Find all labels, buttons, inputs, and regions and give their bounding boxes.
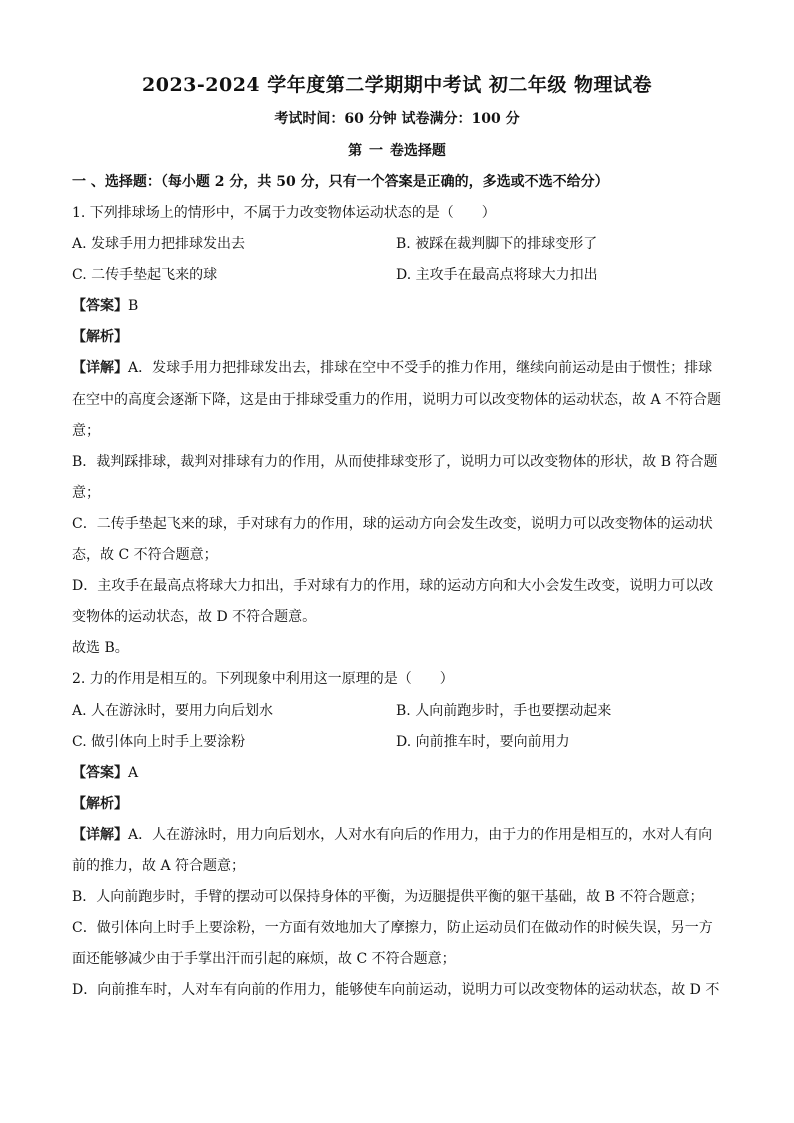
q1-detail-line: 在空中的高度会逐渐下降，这是由于排球受重力的作用，说明力可以改变物体的运动状态，故 A 不符合题	[72, 392, 722, 408]
q1-option-a: A. 发球手用力把排球发出去	[72, 236, 246, 252]
q2-analysis-tag	[72, 794, 722, 814]
q1-detail-line: 态，故 C 不符合题意；	[72, 547, 218, 563]
q2-option-b: B. 人向前跑步时，手也要摆动起来	[396, 703, 612, 719]
q1-option-d: D. 主攻手在最高点将球大力扣出	[396, 267, 598, 283]
q1-detail-line: 意；	[72, 423, 100, 439]
q2-detail-line: 前的推力，故 A 符合题意；	[72, 858, 246, 874]
q2-option-c: C. 做引体向上时手上要涂粉	[72, 734, 246, 750]
q2-detail-line	[72, 825, 722, 845]
q2-option-a: A. 人在游泳时，要用力向后划水	[72, 703, 274, 719]
q1-detail-line: 变物体的运动状态，故 D 不符合题意。	[72, 609, 317, 625]
q2-stem: 2. 力的作用是相互的。下列现象中利用这一原理的是（ ）	[72, 671, 454, 687]
detail-tag: 【详解】	[72, 827, 128, 843]
analysis-tag: 【解析】	[72, 329, 128, 345]
q2-detail-line: C．做引体向上时手上要涂粉，一方面有效地加大了摩擦力，防止运动员们在做动作的时候失误，另一方	[72, 920, 713, 936]
analysis-tag: 【解析】	[72, 796, 128, 812]
q1-detail-line: 意；	[72, 485, 100, 501]
q1-detail-line: C．二传手垫起飞来的球，手对球有力的作用，球的运动方向会发生改变，说明力可以改变物体的运动状	[72, 516, 713, 532]
answer-value: B	[128, 298, 139, 314]
volume-heading: 第 一 卷选择题	[348, 143, 446, 159]
detail-text: A．发球手用力把排球发出去，排球在空中不受手的推力作用，继续向前运动是由于惯性；排球	[128, 360, 713, 376]
q1-option-c: C. 二传手垫起飞来的球	[72, 267, 218, 283]
q2-detail-line: 面还能够减少由于手掌出汗而引起的麻烦，故 C 不符合题意；	[72, 951, 456, 967]
exam-title: 2023-2024 学年度第二学期期中考试 初二年级 物理试卷	[142, 74, 652, 96]
q1-option-b: B. 被踩在裁判脚下的排球变形了	[396, 236, 598, 252]
answer-tag: 【答案】	[72, 765, 128, 781]
detail-tag: 【详解】	[72, 360, 128, 376]
q1-detail-line: D．主攻手在最高点将球大力扣出，手对球有力的作用，球的运动方向和大小会发生改变，说明力可以改	[72, 578, 714, 594]
detail-text: A．人在游泳时，用力向后划水，人对水有向后的作用力，由于力的作用是相互的，水对人有向	[128, 827, 713, 843]
exam-info: 考试时间：60 分钟 试卷满分：100 分	[274, 111, 520, 127]
q1-analysis-tag	[72, 327, 722, 347]
answer-tag: 【答案】	[72, 298, 128, 314]
q1-stem: 1. 下列排球场上的情形中，不属于力改变物体运动状态的是（ ）	[72, 205, 496, 221]
q1-detail-line: B．裁判踩排球，裁判对排球有力的作用，从而使排球变形了，说明力可以改变物体的形状，故 B 符合题	[72, 454, 718, 470]
q1-detail-line	[72, 358, 722, 378]
q2-option-d: D. 向前推车时，要向前用力	[396, 734, 570, 750]
section-heading: 一 、选择题：（每小题 2 分，共 50 分，只有一个答案是正确的，多选或不选不给分）	[72, 174, 609, 190]
q2-detail-line: D．向前推车时，人对车有向前的作用力，能够使车向前运动，说明力可以改变物体的运动状态，故 D 不	[72, 982, 720, 998]
answer-value: A	[128, 765, 139, 781]
q1-answer	[72, 296, 722, 316]
q1-conclusion: 故选 B。	[72, 640, 129, 656]
q2-answer	[72, 763, 722, 783]
q2-detail-line: B．人向前跑步时，手臂的摆动可以保持身体的平衡，为迈腿提供平衡的躯干基础，故 B 不符合题意；	[72, 889, 704, 905]
